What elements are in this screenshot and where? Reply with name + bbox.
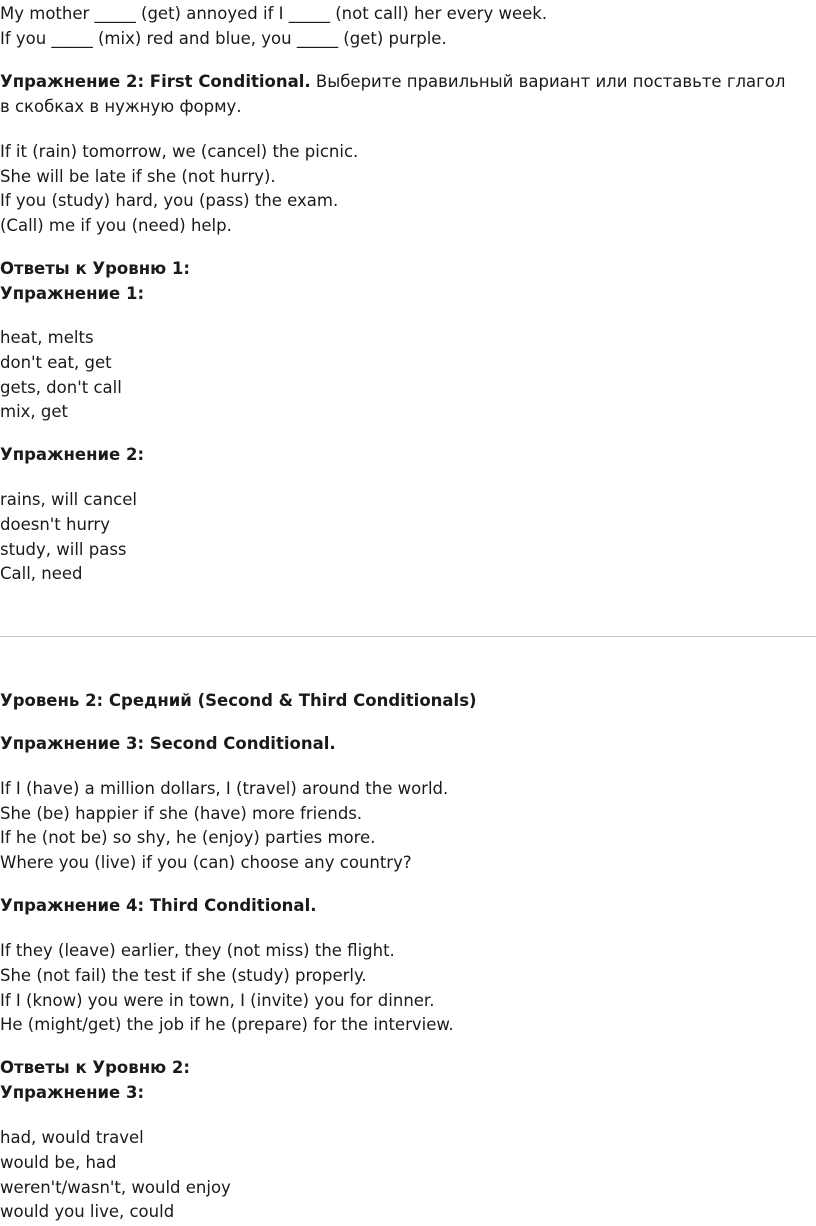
answers-exercise-heading: Упражнение 2: <box>0 445 145 464</box>
exercise-line: If it (rain) tomorrow, we (cancel) the picnic. <box>0 142 359 161</box>
answer-line: study, will pass <box>0 540 127 559</box>
exercise-2-intro <box>0 70 790 119</box>
exercise-line: She will be late if she (not hurry). <box>0 167 276 186</box>
exercise-2-instruction: Выберите правильный вариант или поставьте глагол в скобках в нужную форму. <box>0 72 786 116</box>
exercise-line: If I (know) you were in town, I (invite) you for dinner. <box>0 991 435 1010</box>
exercise-line: If you _____ (mix) red and blue, you _____ (get) purple. <box>0 29 447 48</box>
exercise-line: If I (have) a million dollars, I (travel) around the world. <box>0 779 449 798</box>
answer-line: doesn't hurry <box>0 515 110 534</box>
answer-line: gets, don't call <box>0 378 122 397</box>
exercise-line: My mother _____ (get) annoyed if I _____ (not call) her every week. <box>0 4 548 23</box>
answer-line: heat, melts <box>0 328 94 347</box>
answers-heading: Ответы к Уровню 1: <box>0 259 190 278</box>
answers-exercise-heading: Упражнение 3: <box>0 1083 145 1102</box>
answer-line: don't eat, get <box>0 353 112 372</box>
exercise-line: He (might/get) the job if he (prepare) for the interview. <box>0 1015 454 1034</box>
exercise-line: Where you (live) if you (can) choose any country? <box>0 853 412 872</box>
exercise-line: (Call) me if you (need) help. <box>0 216 232 235</box>
exercise-4-heading: Упражнение 4: Third Conditional. <box>0 896 317 915</box>
exercise-line: If they (leave) earlier, they (not miss) the flight. <box>0 941 395 960</box>
exercise-line: If you (study) hard, you (pass) the exam. <box>0 191 339 210</box>
exercise-line: She (be) happier if she (have) more friends. <box>0 804 363 823</box>
section-divider <box>0 636 816 637</box>
level-2-heading: Уровень 2: Средний (Second & Third Conditionals) <box>0 691 477 710</box>
exercise-3-heading: Упражнение 3: Second Conditional. <box>0 734 336 753</box>
answer-line: would you live, could <box>0 1202 175 1221</box>
exercise-line: She (not fail) the test if she (study) properly. <box>0 966 367 985</box>
answer-line: rains, will cancel <box>0 490 137 509</box>
exercise-2-heading: Упражнение 2: First Conditional. <box>0 72 311 91</box>
answer-line: would be, had <box>0 1153 117 1172</box>
answers-heading: Ответы к Уровню 2: <box>0 1058 190 1077</box>
answer-line: weren't/wasn't, would enjoy <box>0 1178 231 1197</box>
answer-line: mix, get <box>0 402 69 421</box>
answer-line: had, would travel <box>0 1128 144 1147</box>
exercise-line: If he (not be) so shy, he (enjoy) parties more. <box>0 828 376 847</box>
answer-line: Call, need <box>0 564 83 583</box>
answers-exercise-heading: Упражнение 1: <box>0 284 145 303</box>
